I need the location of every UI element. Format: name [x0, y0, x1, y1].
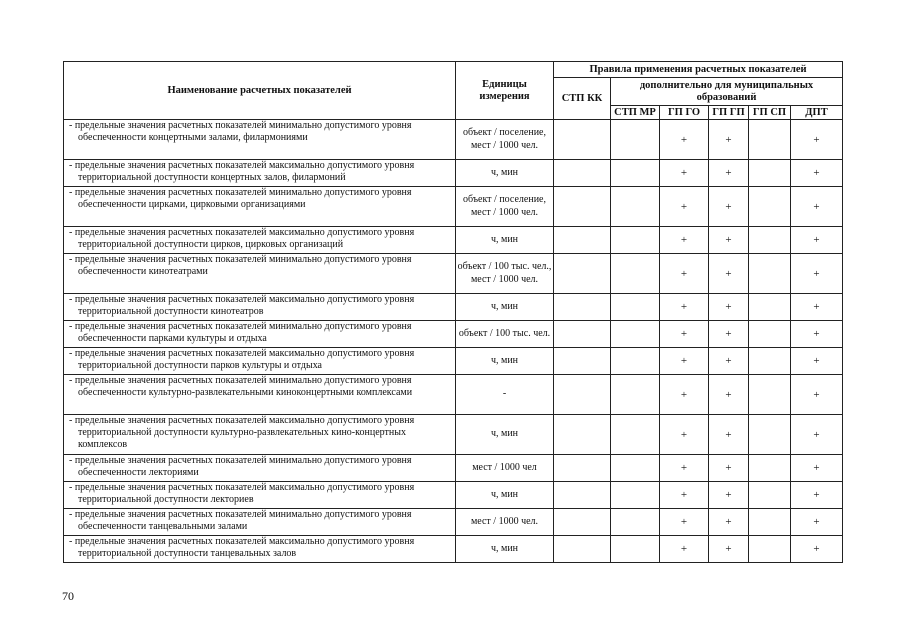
- indicator-name-cell: [64, 120, 456, 160]
- indicator-name: - предельные значения расчетных показателей максимально допустимого уровня территориальной доступности лекториев: [69, 482, 415, 506]
- applicability-mark: +: [660, 160, 709, 187]
- applicability-mark: [611, 227, 660, 254]
- table-row: [64, 482, 843, 509]
- applicability-mark: +: [660, 455, 709, 482]
- applicability-mark: [554, 120, 611, 160]
- applicability-mark: +: [660, 509, 709, 536]
- table-row: [64, 187, 843, 227]
- applicability-mark: +: [791, 187, 843, 227]
- applicability-mark: [554, 455, 611, 482]
- indicators-table: [63, 61, 843, 563]
- units-cell: ч, мин: [456, 536, 554, 563]
- applicability-mark: [554, 348, 611, 375]
- header-gp-gp: ГП ГП: [709, 106, 749, 120]
- units-cell: ч, мин: [456, 160, 554, 187]
- table-row: [64, 294, 843, 321]
- indicator-name: - предельные значения расчетных показателей минимально допустимого уровня обеспеченности культурно-развлекательными киноконцертными комплексами: [69, 375, 413, 399]
- applicability-mark: +: [709, 482, 749, 509]
- header-stp-kk: СТП КК: [554, 78, 611, 120]
- applicability-mark: [749, 375, 791, 415]
- header-rules-group: Правила применения расчетных показателей: [554, 62, 843, 78]
- table-row: [64, 254, 843, 294]
- units-cell: объект / поселение, мест / 1000 чел.: [456, 187, 554, 227]
- applicability-mark: [611, 536, 660, 563]
- applicability-mark: [611, 294, 660, 321]
- applicability-mark: [611, 375, 660, 415]
- applicability-mark: [611, 254, 660, 294]
- indicator-name-cell: [64, 187, 456, 227]
- applicability-mark: +: [791, 254, 843, 294]
- applicability-mark: [749, 348, 791, 375]
- applicability-mark: [749, 536, 791, 563]
- applicability-mark: +: [791, 160, 843, 187]
- applicability-mark: [611, 348, 660, 375]
- applicability-mark: +: [660, 415, 709, 455]
- applicability-mark: [554, 415, 611, 455]
- applicability-mark: [749, 160, 791, 187]
- applicability-mark: +: [660, 254, 709, 294]
- indicator-name-cell: [64, 455, 456, 482]
- applicability-mark: +: [709, 294, 749, 321]
- units-cell: ч, мин: [456, 294, 554, 321]
- applicability-mark: +: [709, 509, 749, 536]
- indicator-name: - предельные значения расчетных показателей максимально допустимого уровня территориальной доступности концертных залов, филармоний: [69, 160, 415, 184]
- units-cell: -: [456, 375, 554, 415]
- header-units: Единицы измерения: [456, 62, 554, 120]
- header-stp-mr: СТП МР: [611, 106, 660, 120]
- applicability-mark: [554, 536, 611, 563]
- indicator-name: - предельные значения расчетных показателей максимально допустимого уровня территориальной доступности кинотеатров: [69, 294, 415, 318]
- applicability-mark: +: [709, 160, 749, 187]
- applicability-mark: [611, 415, 660, 455]
- applicability-mark: +: [709, 455, 749, 482]
- units-cell: мест / 1000 чел.: [456, 509, 554, 536]
- applicability-mark: +: [660, 120, 709, 160]
- applicability-mark: [611, 482, 660, 509]
- applicability-mark: +: [791, 415, 843, 455]
- applicability-mark: +: [709, 536, 749, 563]
- applicability-mark: +: [709, 375, 749, 415]
- applicability-mark: [749, 509, 791, 536]
- indicator-name: - предельные значения расчетных показателей минимально допустимого уровня обеспеченности цирками, цирковыми организациями: [69, 187, 412, 211]
- units-cell: ч, мин: [456, 348, 554, 375]
- applicability-mark: [749, 227, 791, 254]
- header-gp-go: ГП ГО: [660, 106, 709, 120]
- table-row: [64, 375, 843, 415]
- applicability-mark: +: [709, 348, 749, 375]
- applicability-mark: +: [660, 227, 709, 254]
- applicability-mark: +: [791, 375, 843, 415]
- applicability-mark: [554, 187, 611, 227]
- indicator-name-cell: [64, 509, 456, 536]
- applicability-mark: +: [660, 294, 709, 321]
- units-cell: ч, мин: [456, 227, 554, 254]
- indicator-name-cell: [64, 482, 456, 509]
- applicability-mark: +: [709, 415, 749, 455]
- applicability-mark: [749, 455, 791, 482]
- applicability-mark: +: [791, 348, 843, 375]
- table-row: [64, 120, 843, 160]
- applicability-mark: +: [791, 294, 843, 321]
- indicator-name-cell: [64, 536, 456, 563]
- applicability-mark: [749, 187, 791, 227]
- units-cell: мест / 1000 чел: [456, 455, 554, 482]
- indicator-name: - предельные значения расчетных показателей минимально допустимого уровня обеспеченности парками культуры и отдыха: [69, 321, 412, 345]
- applicability-mark: [611, 509, 660, 536]
- applicability-mark: +: [709, 227, 749, 254]
- table-row: [64, 415, 843, 455]
- applicability-mark: [749, 294, 791, 321]
- table-row: [64, 455, 843, 482]
- header-gp-sp: ГП СП: [749, 106, 791, 120]
- applicability-mark: +: [709, 187, 749, 227]
- indicator-name-cell: [64, 254, 456, 294]
- applicability-mark: +: [791, 227, 843, 254]
- header-dpt: ДПТ: [791, 106, 843, 120]
- applicability-mark: [611, 455, 660, 482]
- indicator-name: - предельные значения расчетных показателей максимально допустимого уровня территориальной доступности культурно-развлекательных кино-концертных комплексов: [69, 415, 415, 451]
- table-row: [64, 160, 843, 187]
- units-cell: ч, мин: [456, 482, 554, 509]
- applicability-mark: +: [660, 482, 709, 509]
- applicability-mark: [554, 321, 611, 348]
- page-number: 70: [62, 589, 74, 603]
- applicability-mark: +: [791, 482, 843, 509]
- applicability-mark: +: [709, 254, 749, 294]
- indicator-name: - предельные значения расчетных показателей максимально допустимого уровня территориальной доступности танцевальных залов: [69, 536, 415, 560]
- applicability-mark: +: [791, 536, 843, 563]
- indicator-name: - предельные значения расчетных показателей максимально допустимого уровня территориальной доступности парков культуры и отдыха: [69, 348, 415, 372]
- applicability-mark: [611, 321, 660, 348]
- applicability-mark: [554, 482, 611, 509]
- applicability-mark: +: [660, 321, 709, 348]
- indicator-name-cell: [64, 321, 456, 348]
- applicability-mark: [749, 120, 791, 160]
- table-body: [64, 120, 843, 563]
- applicability-mark: [611, 120, 660, 160]
- table-row: [64, 536, 843, 563]
- applicability-mark: +: [709, 120, 749, 160]
- applicability-mark: +: [660, 187, 709, 227]
- applicability-mark: [554, 227, 611, 254]
- applicability-mark: +: [660, 375, 709, 415]
- table-row: [64, 227, 843, 254]
- indicator-name: - предельные значения расчетных показателей минимально допустимого уровня обеспеченности лекториями: [69, 455, 412, 479]
- applicability-mark: [749, 415, 791, 455]
- applicability-mark: +: [791, 120, 843, 160]
- applicability-mark: [749, 482, 791, 509]
- applicability-mark: [554, 509, 611, 536]
- header-additional-municipal: дополнительно для муниципальных образований: [611, 78, 843, 106]
- header-indicator-name: Наименование расчетных показателей: [64, 62, 456, 120]
- table-row: [64, 509, 843, 536]
- indicator-name: - предельные значения расчетных показателей минимально допустимого уровня обеспеченности кинотеатрами: [69, 254, 412, 278]
- indicator-name-cell: [64, 227, 456, 254]
- table-row: [64, 348, 843, 375]
- units-cell: объект / 100 тыс. чел., мест / 1000 чел.: [456, 254, 554, 294]
- table-row: [64, 321, 843, 348]
- applicability-mark: +: [791, 321, 843, 348]
- applicability-mark: +: [791, 509, 843, 536]
- applicability-mark: [554, 160, 611, 187]
- applicability-mark: +: [660, 536, 709, 563]
- applicability-mark: [749, 321, 791, 348]
- units-cell: объект / 100 тыс. чел.: [456, 321, 554, 348]
- applicability-mark: [749, 254, 791, 294]
- units-cell: объект / поселение, мест / 1000 чел.: [456, 120, 554, 160]
- indicator-name-cell: [64, 294, 456, 321]
- applicability-mark: [554, 254, 611, 294]
- applicability-mark: [554, 294, 611, 321]
- applicability-mark: [554, 375, 611, 415]
- applicability-mark: +: [660, 348, 709, 375]
- indicator-name-cell: [64, 375, 456, 415]
- applicability-mark: +: [709, 321, 749, 348]
- indicator-name-cell: [64, 160, 456, 187]
- applicability-mark: [611, 160, 660, 187]
- indicator-name-cell: [64, 415, 456, 455]
- indicator-name: - предельные значения расчетных показателей минимально допустимого уровня обеспеченности концертными залами, филармониями: [69, 120, 412, 144]
- indicator-name: - предельные значения расчетных показателей минимально допустимого уровня обеспеченности танцевальными залами: [69, 509, 412, 533]
- applicability-mark: [611, 187, 660, 227]
- applicability-mark: +: [791, 455, 843, 482]
- units-cell: ч, мин: [456, 415, 554, 455]
- indicator-name-cell: [64, 348, 456, 375]
- indicator-name: - предельные значения расчетных показателей максимально допустимого уровня территориальной доступности цирков, цирковых организаций: [69, 227, 415, 251]
